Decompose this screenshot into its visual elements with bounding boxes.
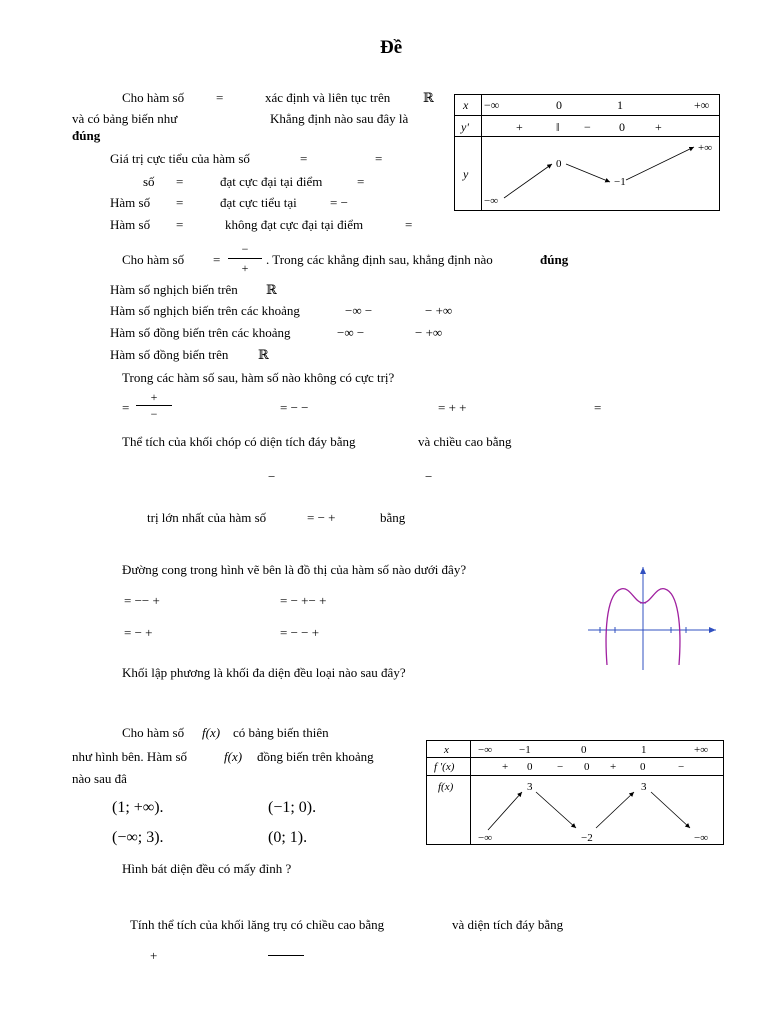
q4-option-a: − [268, 469, 276, 484]
vt2-f-val: −2 [581, 832, 593, 844]
q7-stem: Khối lập phương là khối đa diện đều loại nào sau đây? [122, 665, 406, 680]
vt2-x-label: x [444, 744, 449, 756]
vt1-x-val: −∞ [484, 98, 500, 112]
q2-frac-num: − [241, 242, 249, 256]
q5-stem-eq: = − + [307, 510, 336, 525]
vt1-yp-sign: − [584, 120, 591, 134]
function-graph [588, 565, 720, 670]
q1-option-d: không đạt cực đại tại điểm [225, 217, 364, 232]
page-title: Đề [380, 37, 403, 58]
q1-option-c-eq1: = [176, 195, 184, 210]
q2-option-d: Hàm số đồng biến trên [110, 347, 229, 362]
q2-option-a: Hàm số nghịch biến trên [110, 282, 238, 297]
vt2-f-val: 3 [527, 781, 533, 793]
q4-option-b: − [425, 469, 433, 484]
q2-frac-den: + [228, 258, 262, 274]
vt1-yp-sign: + [655, 120, 662, 134]
q2-option-b-interval2: − +∞ [425, 303, 453, 318]
vt1-y-val: 0 [556, 158, 562, 170]
vt2-fp-sign: 0 [640, 761, 646, 773]
q3-option-a-fraction [136, 391, 172, 420]
q5-stem-b: bằng [380, 510, 406, 525]
vt1-x-label: x [463, 98, 469, 112]
q1-stem-eq: = [216, 90, 224, 105]
vt1-yp-sign: 0 [619, 120, 625, 134]
q2-option-b: Hàm số nghịch biến trên các khoảng [110, 303, 300, 318]
vt1-x-val: +∞ [694, 98, 710, 112]
q1-option-d-eq2: = [405, 217, 413, 232]
q1-stem-bold: đúng [72, 128, 101, 143]
q9-stem: Hình bát diện đều có mấy đỉnh ? [122, 861, 292, 876]
q8-fx: f(x) [202, 725, 221, 740]
vt2-arrow-up [488, 792, 522, 830]
vt2-arrow-up [596, 792, 634, 828]
vt2-fp-sign: 0 [584, 761, 590, 773]
q1-stem-a: Cho hàm số [122, 90, 185, 105]
q2-option-c-interval1: −∞ − [337, 325, 365, 340]
vt2-fp-sign: + [502, 761, 509, 773]
q1-option-a: Giá trị cực tiểu của hàm số [110, 151, 250, 166]
q3-option-a-eq: = [122, 400, 130, 415]
vt2-x-val: 0 [581, 744, 587, 756]
vt1-yp-sign: ‖ [556, 120, 560, 134]
q4-stem-a: Thể tích của khối chóp có diện tích đáy bằng [122, 434, 356, 449]
q1-stem-b: xác định và liên tục trên [265, 90, 391, 105]
q1-option-c-eq2: = − [330, 195, 348, 210]
q3-option-b: = − − [280, 400, 309, 415]
q1-option-d-eq1: = [176, 217, 184, 232]
vt2-f-label: f(x) [438, 781, 454, 793]
q1-stem-d: Khẳng định nào sau đây là [270, 111, 409, 126]
vt1-x-val: 0 [556, 98, 562, 112]
q2-stem-bold: đúng [540, 252, 569, 267]
q2-option-b-interval1: −∞ − [345, 303, 373, 318]
vt2-x-val: −1 [519, 744, 531, 756]
q1-option-a-eq1: = [300, 151, 308, 166]
vt2-fp-label: f '(x) [434, 761, 455, 773]
vt1-y-val: −∞ [484, 195, 499, 207]
q6-option-b: = − +− + [280, 593, 327, 608]
vt1-arrow-up [504, 164, 552, 198]
q10-option-b-fraction-bar [268, 955, 304, 956]
q8-fx2: f(x) [224, 749, 243, 764]
q3-option-c: = + + [438, 400, 467, 415]
q4-stem-b: và chiều cao bằng [418, 434, 512, 449]
q6-option-c: = − + [124, 625, 153, 640]
q2-option-a-set: ℝ [266, 282, 277, 297]
vt1-yp-sign: + [516, 120, 523, 134]
q8-option-b: (−1; 0). [268, 799, 317, 816]
q8-stem-a: Cho hàm số [122, 725, 185, 740]
q2-option-c: Hàm số đồng biến trên các khoảng [110, 325, 291, 340]
vt2-f-val: −∞ [478, 832, 493, 844]
q8-stem-b: có bảng biến thiên [233, 725, 329, 740]
q2-option-c-interval2: − +∞ [415, 325, 443, 340]
q2-stem-a: Cho hàm số [122, 252, 185, 267]
q2-fraction [228, 243, 262, 274]
variation-table-2 [426, 740, 725, 846]
vt1-y-val: +∞ [698, 142, 713, 154]
vt1-yp-label: y' [461, 120, 469, 134]
q6-option-a: = −− + [124, 593, 160, 608]
vt2-f-val: −∞ [694, 832, 709, 844]
q3-stem: Trong các hàm số sau, hàm số nào không có cực trị? [122, 370, 395, 385]
q8-option-a: (1; +∞). [112, 799, 164, 816]
q1-option-c-a: Hàm số [110, 195, 151, 210]
q1-option-d-a: Hàm số [110, 217, 151, 232]
vt1-x-val: 1 [617, 98, 623, 112]
vt2-fp-sign: − [678, 761, 685, 773]
vt2-fp-sign: + [610, 761, 617, 773]
vt2-x-val: 1 [641, 744, 647, 756]
q1-realset: ℝ [423, 90, 434, 105]
q8-stem-d: đồng biến trên khoảng [257, 749, 374, 764]
q1-option-b-eq1: = [176, 174, 184, 189]
q1-option-c: đạt cực tiểu tại [220, 195, 297, 210]
q1-option-b-a: số [143, 174, 155, 189]
q6-stem: Đường cong trong hình vẽ bên là đồ thị của hàm số nào dưới đây? [122, 562, 467, 577]
q2-stem-b: . Trong các khẳng định sau, khẳng định nào [266, 252, 493, 267]
vt2-f-val: 3 [641, 781, 647, 793]
vt2-fp-sign: 0 [527, 761, 533, 773]
vt2-x-val: −∞ [478, 744, 493, 756]
q8-option-c: (−∞; 3). [112, 829, 164, 846]
q10-stem-a: Tính thể tích của khối lăng trụ có chiều cao bằng [130, 917, 385, 932]
q2-option-d-set: ℝ [258, 347, 269, 362]
vt1-y-label: y [463, 167, 469, 181]
vt1-y-val: −1 [614, 176, 626, 188]
variation-table-1 [454, 94, 721, 212]
q3-option-d: = [594, 400, 602, 415]
q1-option-b-eq2: = [357, 174, 365, 189]
q8-stem-c: như hình bên. Hàm số [72, 749, 188, 764]
q8-option-d: (0; 1). [268, 829, 308, 846]
vt1-arrow-up [626, 147, 694, 180]
vt2-arrow-down [651, 792, 690, 828]
q2-stem-eq: = [213, 252, 221, 267]
q1-option-b: đạt cực đại tại điểm [220, 174, 323, 189]
q1-option-a-eq2: = [375, 151, 383, 166]
q8-stem-e: nào sau đâ [72, 771, 127, 786]
q3-frac-den: − [136, 405, 172, 420]
q10-stem-b: và diện tích đáy bằng [452, 917, 564, 932]
vt2-arrow-down [536, 792, 576, 828]
q3-frac-num: + [150, 390, 158, 404]
q5-stem-a: trị lớn nhất của hàm số [147, 510, 267, 525]
q6-option-d: = − − + [280, 625, 320, 640]
vt2-fp-sign: − [557, 761, 564, 773]
q10-option-a: + [150, 948, 158, 963]
vt2-x-val: +∞ [694, 744, 709, 756]
q1-stem-c: và có bảng biến như [72, 111, 178, 126]
vt1-arrow-down [566, 164, 610, 182]
